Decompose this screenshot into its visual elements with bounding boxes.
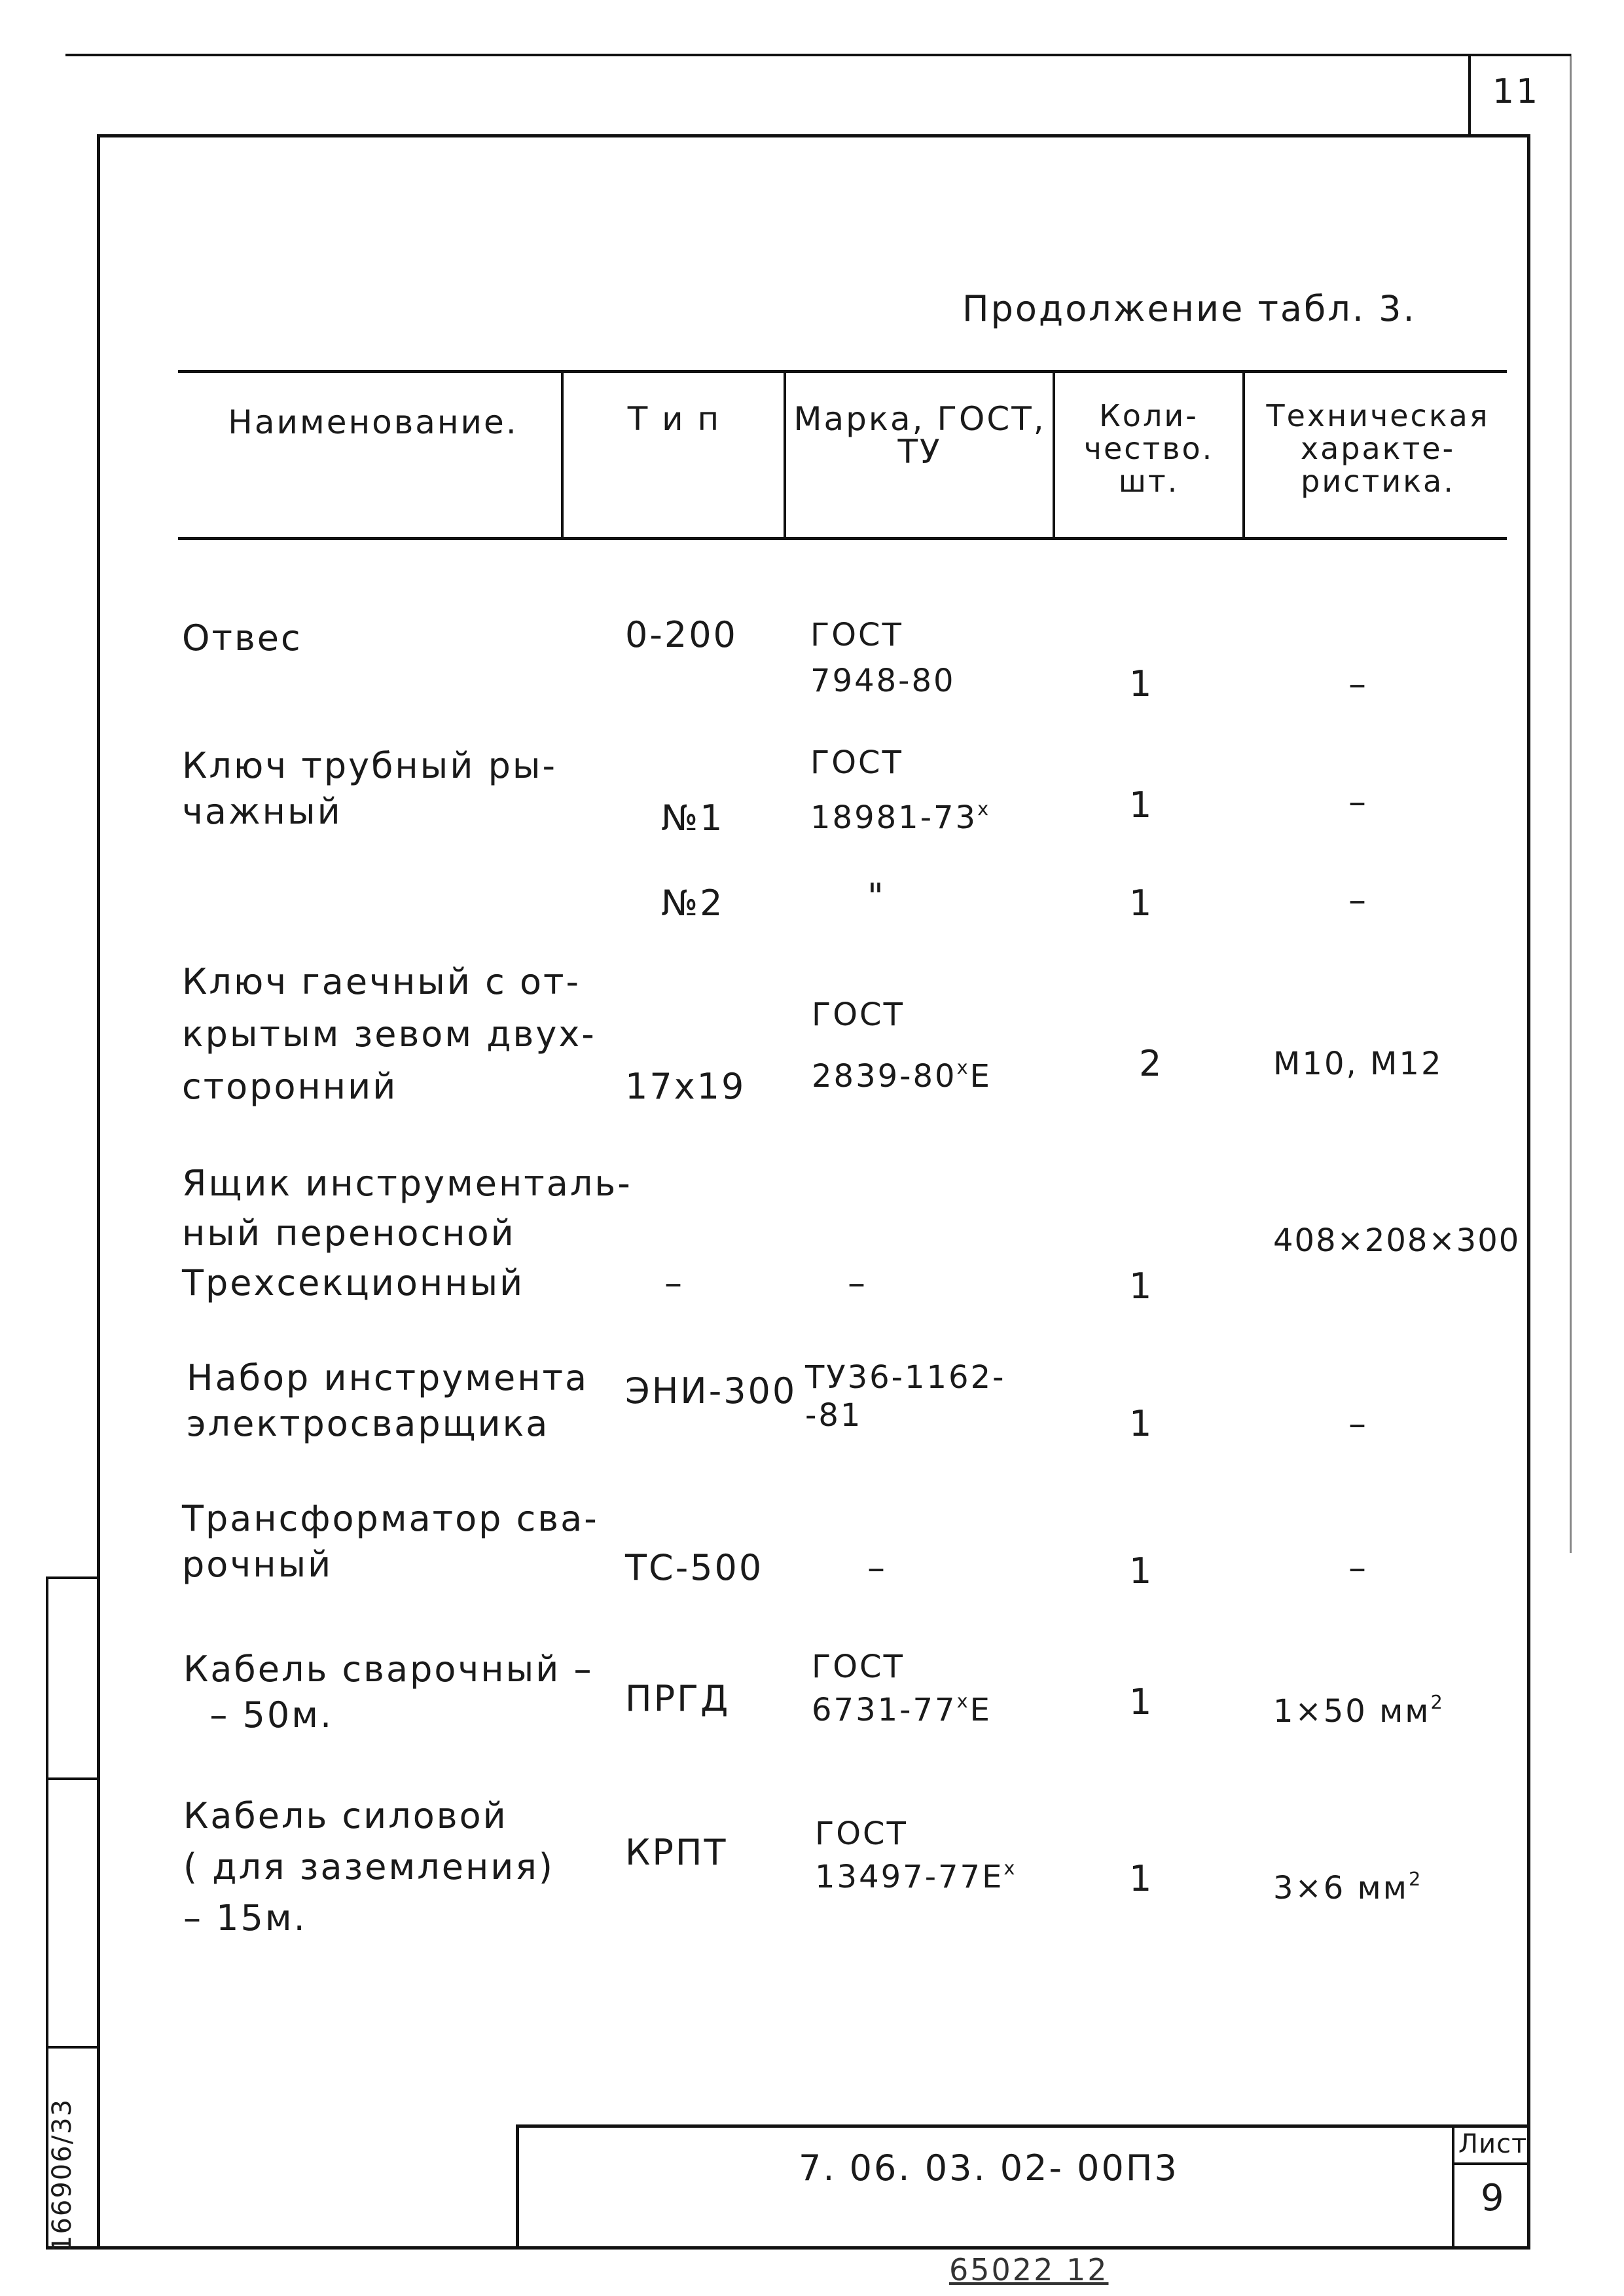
document-code: 7. 06. 03. 02- 00П3 [799, 2147, 1179, 2189]
row-8-mark [812, 1650, 992, 1727]
side-stamp-number: 166906/33 [47, 2098, 77, 2252]
row-9-mark [815, 1817, 1017, 1894]
page-number: 11 [1492, 72, 1540, 111]
row-5-spec: 408×208×300 [1273, 1222, 1521, 1259]
row-2-mark-sup: х [977, 797, 991, 820]
row-2-spec: – [1348, 781, 1368, 822]
row-6-spec: – [1348, 1403, 1368, 1444]
row-6-name: Набор инструмента электросварщика [187, 1357, 589, 1444]
col-divider-2 [784, 370, 786, 539]
frame-left [97, 134, 100, 2249]
row-4-spec: М10, М12 [1273, 1046, 1443, 1082]
row-8-spec-main: 1×50 мм [1273, 1693, 1431, 1730]
row-7-spec: – [1348, 1547, 1368, 1588]
row-3-qty: 1 [1129, 883, 1154, 924]
row-7-type: ТС-500 [625, 1547, 764, 1588]
row-4-mark-line1: ГОСТ [812, 996, 905, 1033]
header-mark: Марка, ГОСТ, ТУ [793, 400, 1046, 471]
row-2-mark [810, 740, 990, 841]
row-8-mark-tail: Е [969, 1692, 992, 1729]
header-spec: Техническая характе- ристика. [1266, 398, 1490, 499]
header-type: Т и п [627, 400, 721, 438]
frame-right [1527, 134, 1530, 2249]
outer-right-edge [1570, 54, 1572, 1553]
row-1-spec: – [1348, 663, 1368, 704]
row-4-mark-tail: Е [969, 1058, 992, 1095]
sheet-label: Лист [1458, 2129, 1528, 2159]
row-4-mark-main: 2839-80 [812, 1058, 957, 1095]
stamp-sheet-divider [1452, 2124, 1454, 2249]
row-9-qty: 1 [1129, 1858, 1154, 1899]
row-9-mark-main: 13497-77Е [815, 1859, 1004, 1896]
frame-top [97, 134, 1530, 137]
row-8-mark-sup: х [956, 1690, 970, 1712]
stamp-sheet-label-rule [1452, 2162, 1530, 2165]
row-9-type: КРПТ [625, 1832, 728, 1873]
row-7-qty: 1 [1129, 1550, 1154, 1592]
frame-bottom [46, 2246, 1530, 2250]
table-caption: Продолжение табл. 3. [962, 288, 1416, 329]
row-2-qty: 1 [1129, 784, 1154, 826]
row-9-mark-sup: х [1003, 1857, 1017, 1879]
row-5-mark: – [848, 1262, 867, 1303]
row-8-type: ПРГД [625, 1678, 731, 1719]
row-4-type: 17x19 [625, 1066, 746, 1107]
row-8-spec-sup: 2 [1430, 1691, 1445, 1713]
row-9-spec-main: 3×6 мм [1273, 1870, 1409, 1907]
row-8-name: Кабель сварочный – – 50м. [183, 1649, 594, 1736]
row-8-spec [1273, 1679, 1445, 1734]
col-divider-1 [561, 370, 564, 539]
row-1-qty: 1 [1129, 663, 1154, 704]
header-top-rule [178, 370, 1507, 373]
sheet-number: 9 [1481, 2177, 1506, 2219]
row-1-mark: ГОСТ 7948-80 [810, 617, 956, 699]
row-7-mark: – [867, 1547, 887, 1588]
side-strip-div3 [46, 2046, 99, 2049]
page-number-divider [1468, 54, 1471, 134]
row-6-type: ЭНИ-300 [625, 1370, 797, 1412]
row-4-mark [812, 989, 992, 1102]
row-1-name: Отвес [182, 617, 302, 659]
row-9-mark-line1: ГОСТ [815, 1815, 908, 1852]
top-rule [65, 54, 1571, 56]
header-qty: Коли- чество. шт. [1083, 398, 1214, 499]
side-strip-div1 [46, 1576, 99, 1579]
row-9-spec-sup: 2 [1408, 1868, 1423, 1890]
row-2-type: №1 [661, 797, 725, 839]
col-divider-3 [1053, 370, 1055, 539]
row-9-spec [1273, 1856, 1422, 1911]
row-1-type: 0-200 [625, 614, 738, 655]
stamp-left-rule [516, 2124, 519, 2249]
row-5-type: – [664, 1262, 684, 1303]
stamp-top-rule [516, 2124, 1530, 2128]
row-8-mark-line1: ГОСТ [812, 1649, 905, 1685]
row-2-name: Ключ трубный ры- чажный [182, 745, 557, 832]
row-7-name: Трансформатор сва- рочный [182, 1498, 599, 1585]
row-8-qty: 1 [1129, 1681, 1154, 1722]
row-4-mark-sup: х [956, 1056, 970, 1078]
row-3-mark: " [867, 876, 886, 917]
side-strip-div2 [46, 1777, 99, 1780]
bottom-mark: 65022 12 [949, 2252, 1109, 2287]
row-6-mark: ТУ36-1162- -81 [805, 1359, 1006, 1434]
row-3-type: №2 [661, 883, 725, 924]
row-3-spec: – [1348, 879, 1368, 920]
col-divider-4 [1242, 370, 1245, 539]
row-4-qty: 2 [1139, 1043, 1164, 1084]
row-5-qty: 1 [1129, 1266, 1154, 1307]
row-2-mark-main: ГОСТ 18981-73 [810, 744, 978, 837]
header-bottom-rule [178, 537, 1507, 540]
header-name: Наименование. [228, 403, 518, 441]
row-9-name: Кабель силовой ( для заземления) – 15м. [183, 1795, 554, 1939]
row-6-qty: 1 [1129, 1403, 1154, 1444]
row-4-name: Ключ гаечный с от- крытым зевом двух- сторонний [182, 961, 596, 1107]
row-8-mark-main: 6731-77 [812, 1692, 957, 1729]
row-5-name: Ящик инструменталь- ный переносной Трехсекционный [182, 1163, 632, 1303]
